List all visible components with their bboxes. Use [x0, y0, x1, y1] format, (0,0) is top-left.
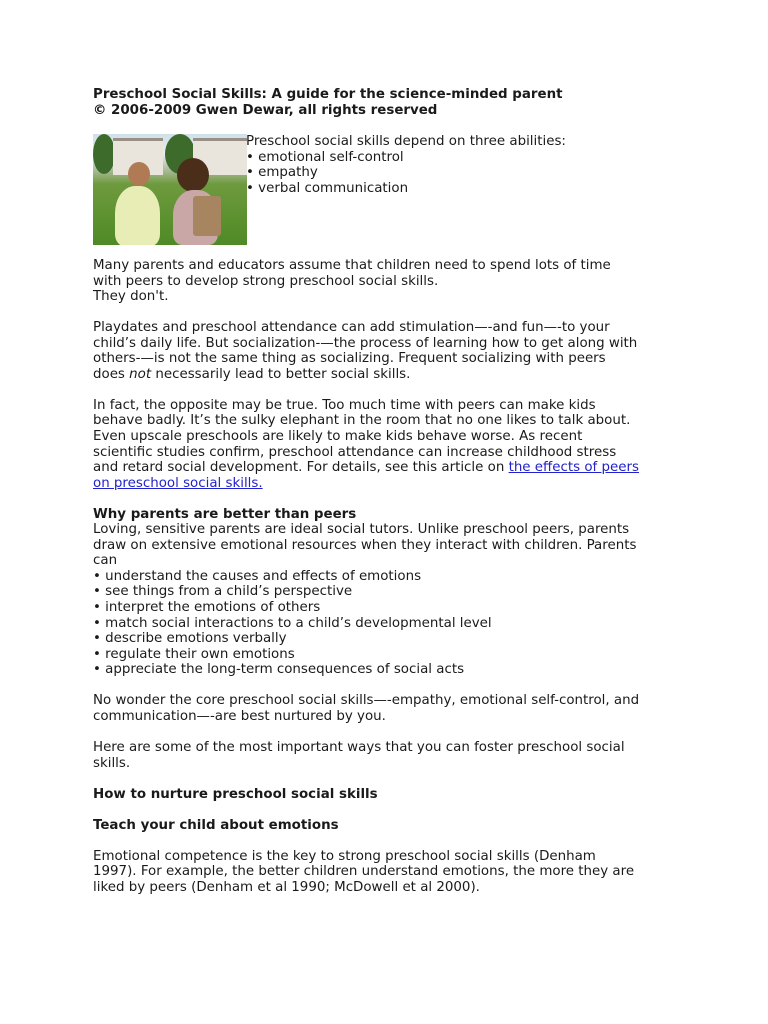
section-heading: How to nurture preschool social skills — [93, 786, 378, 802]
text-line — [93, 880, 693, 896]
text-line — [93, 647, 693, 663]
text-segment: • regulate their own emotions — [93, 646, 295, 662]
blank-line — [93, 833, 693, 849]
intro-item: • empathy — [246, 165, 318, 180]
blank-line — [93, 802, 693, 818]
text-line — [93, 538, 693, 554]
text-segment: scientific studies confirm, preschool attendance can increase childhood stress — [93, 444, 617, 460]
text-segment: communication—-are best nurtured by you. — [93, 708, 386, 724]
text-segment: • see things from a child’s perspective — [93, 584, 353, 600]
child-head — [177, 158, 209, 192]
text-segment: does — [93, 366, 130, 382]
text-line — [93, 787, 693, 803]
text-segment: No wonder the core preschool social skills—-empathy, emotional self-control, and — [93, 693, 640, 709]
section-heading: Why parents are better than peers — [93, 506, 357, 522]
text-line — [93, 367, 693, 383]
text-segment: can — [93, 553, 118, 569]
text-segment: skills. — [93, 755, 131, 771]
blank-line — [93, 724, 693, 740]
blank-line — [93, 678, 693, 694]
blank-line — [93, 491, 693, 507]
text-segment: others-—is not the same thing as socializing. Frequent socializing with peers — [93, 351, 606, 367]
text-line — [93, 709, 693, 725]
text-segment: behave badly. It’s the sulky elephant in the room that no one likes to talk about. — [93, 413, 631, 429]
text-segment: • understand the causes and effects of emotions — [93, 568, 422, 584]
text-segment: They don't. — [93, 289, 169, 305]
intro-item: • emotional self-control — [246, 149, 404, 165]
intro-lead: Preschool social skills depend on three abilities: — [246, 134, 566, 149]
text-segment: liked by peers (Denham et al 1990; McDowell et al 2000). — [93, 879, 480, 895]
text-line — [93, 616, 693, 632]
text-segment: 1997). For example, the better children understand emotions, the more they are — [93, 864, 635, 880]
article-link[interactable]: on preschool social skills. — [93, 475, 263, 491]
text-line — [93, 351, 693, 367]
text-line — [93, 864, 693, 880]
text-line — [93, 336, 693, 352]
copyright-line: © 2006-2009 Gwen Dewar, all rights reserved — [93, 102, 438, 118]
children-photo — [93, 134, 247, 245]
text-line — [93, 274, 693, 290]
text-line — [93, 289, 693, 305]
text-line — [93, 740, 693, 756]
text-line — [93, 460, 693, 476]
emphasis-text: not — [129, 366, 152, 382]
blank-line — [93, 382, 693, 398]
child-head — [128, 162, 150, 186]
text-line — [93, 445, 693, 461]
text-segment: • describe emotions verbally — [93, 631, 287, 647]
document-title — [93, 87, 563, 118]
text-segment: Even upscale preschools are likely to make kids behave worse. As recent — [93, 429, 583, 445]
text-segment: Here are some of the most important ways that you can foster preschool social — [93, 739, 625, 755]
child-body — [115, 186, 160, 245]
blank-line — [93, 771, 693, 787]
text-line — [93, 849, 693, 865]
text-segment: • interpret the emotions of others — [93, 600, 321, 616]
text-segment: necessarily lead to better social skills. — [151, 366, 411, 382]
text-line — [93, 569, 693, 585]
text-line — [93, 584, 693, 600]
text-segment: • match social interactions to a child’s developmental level — [93, 615, 492, 631]
text-segment: Playdates and preschool attendance can add stimulation—-and fun—-to your — [93, 320, 610, 336]
text-line — [93, 258, 693, 274]
text-line — [93, 398, 693, 414]
text-segment: Many parents and educators assume that children need to spend lots of time — [93, 258, 611, 273]
text-segment: and retard social development. For details, see this article on — [93, 460, 509, 476]
text-line — [93, 756, 693, 772]
text-segment: Emotional competence is the key to strong preschool social skills (Denham — [93, 848, 596, 864]
text-line — [93, 429, 693, 445]
text-segment: child’s daily life. But socialization-—the process of learning how to get along with — [93, 335, 638, 351]
intro-item: • verbal communication — [246, 180, 409, 196]
article-link[interactable]: the effects of peers — [508, 460, 639, 476]
paper-bag — [193, 196, 221, 236]
intro-list — [246, 134, 566, 196]
section-heading: Teach your child about emotions — [93, 817, 339, 833]
text-line — [93, 631, 693, 647]
text-segment: with peers to develop strong preschool social skills. — [93, 273, 439, 289]
text-line — [93, 476, 693, 492]
title-line: Preschool Social Skills: A guide for the science-minded parent — [93, 87, 563, 102]
text-line — [93, 662, 693, 678]
text-line — [93, 522, 693, 538]
text-segment: Loving, sensitive parents are ideal social tutors. Unlike preschool peers, parents — [93, 522, 630, 538]
article-body — [93, 258, 693, 895]
text-line — [93, 818, 693, 834]
text-line — [93, 600, 693, 616]
text-segment: draw on extensive emotional resources when they interact with children. Parents — [93, 537, 637, 553]
text-segment: In fact, the opposite may be true. Too much time with peers can make kids — [93, 397, 596, 413]
blank-line — [93, 305, 693, 321]
text-line — [93, 413, 693, 429]
tree-shape — [93, 134, 115, 174]
text-segment: • appreciate the long-term consequences of social acts — [93, 662, 465, 678]
text-line — [93, 553, 693, 569]
text-line — [93, 507, 693, 523]
text-line — [93, 693, 693, 709]
text-line — [93, 320, 693, 336]
